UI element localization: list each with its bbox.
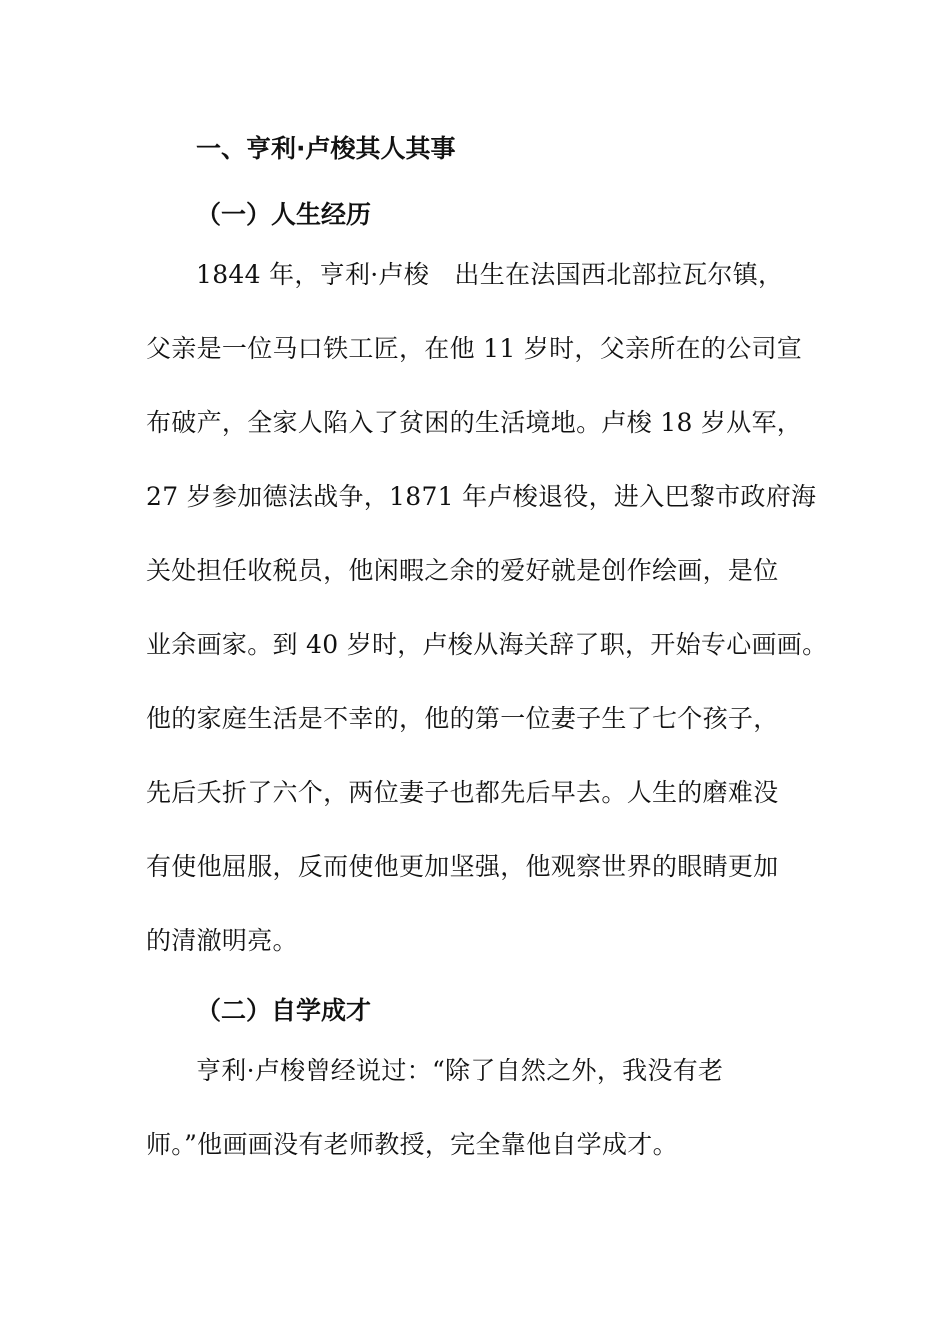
paragraph-line: 的清澈明亮。 [146,926,298,955]
section-title: 一、亨利·卢梭其人其事 [196,134,456,163]
paragraph-line: 27 岁参加德法战争，1871 年卢梭退役，进入巴黎市政府海 [146,482,817,511]
paragraph-line: 先后夭折了六个，两位妻子也都先后早去。人生的磨难没 [146,778,779,807]
paragraph-line: 父亲是一位马口铁工匠，在他 11 岁时，父亲所在的公司宣 [146,334,803,363]
paragraph-line: 布破产，全家人陷入了贫困的生活境地。卢梭 18 岁从军， [146,408,803,437]
subsection-title-self-taught: （二）自学成才 [196,996,372,1025]
paragraph-self-taught [146,1051,836,1199]
paragraph-line: 业余画家。到 40 岁时，卢梭从海关辞了职，开始专心画画。 [146,630,828,659]
paragraph-line: 1844 年，亨利·卢梭 出生在法国西北部拉瓦尔镇， [196,260,784,289]
paragraph-line: 有使他屈服，反而使他更加坚强，他观察世界的眼睛更加 [146,852,779,881]
paragraph-line: 他的家庭生活是不幸的，他的第一位妻子生了七个孩子， [146,704,779,733]
paragraph-life-experience [146,255,836,995]
subsection-title-life: （一）人生经历 [196,200,372,229]
paragraph-line: 关处担任收税员，他闲暇之余的爱好就是创作绘画，是位 [146,556,779,585]
paragraph-line: 师。”他画画没有老师教授，完全靠他自学成才。 [146,1130,678,1159]
paragraph-line: 亨利·卢梭曾经说过：“除了自然之外，我没有老 [196,1056,724,1085]
